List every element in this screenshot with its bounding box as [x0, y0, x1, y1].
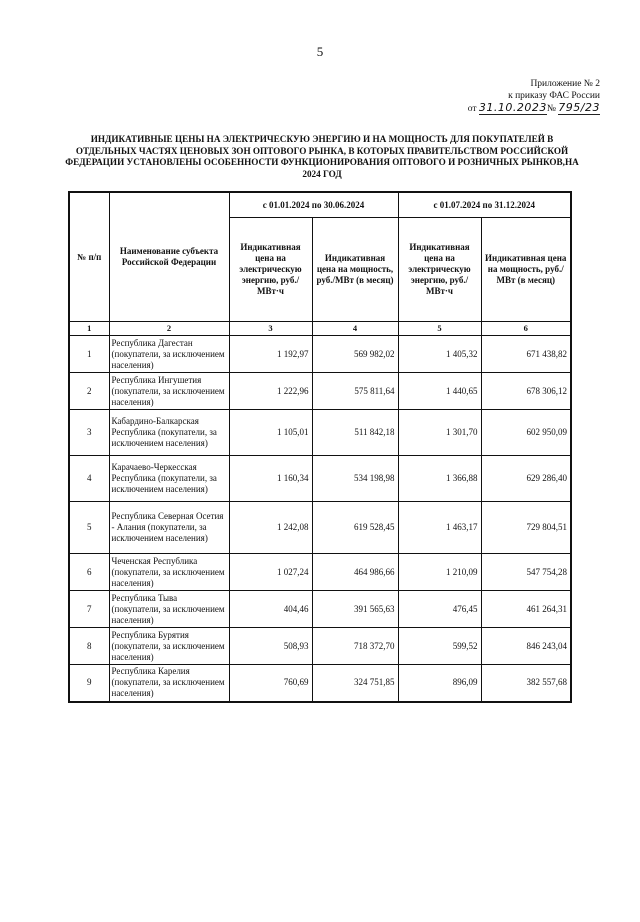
- energy-price-p2: 1 405,32: [398, 336, 481, 373]
- table-row: [69, 554, 571, 591]
- column-index: 6: [481, 322, 571, 336]
- region-name: Республика Карелия (покупатели, за исключением населения): [109, 665, 229, 702]
- power-price-p1: 464 986,66: [312, 554, 398, 591]
- power-price-p1: 575 811,64: [312, 373, 398, 410]
- region-name: Чеченская Республика (покупатели, за исключением населения): [109, 554, 229, 591]
- energy-price-p1: 1 160,34: [229, 456, 312, 502]
- energy-price-p1: 1 192,97: [229, 336, 312, 373]
- table-row: [69, 336, 571, 373]
- row-number: 9: [69, 665, 109, 702]
- row-number: 1: [69, 336, 109, 373]
- document-title: ИНДИКАТИВНЫЕ ЦЕНЫ НА ЭЛЕКТРИЧЕСКУЮ ЭНЕРГИЮ И НА МОЩНОСТЬ ДЛЯ ПОКУПАТЕЛЕЙ В ОТДЕЛЬНЫХ ЧАСТЯХ ЦЕНОВЫХ ЗОН ОПТОВОГО РЫНКА, В КОТОРЫХ ПРАВИТЕЛЬСТВОМ РОССИЙСКОЙ ФЕДЕРАЦИИ УСТАНОВЛЕНЫ ОСОБЕННОСТИ ФУНКЦИОНИРОВАНИЯ ОПТОВОГО И РОЗНИЧНЫХ РЫНКОВ,НА 2024 ГОД: [65, 134, 579, 179]
- power-price-p1: 511 842,18: [312, 410, 398, 456]
- row-number: 4: [69, 456, 109, 502]
- price-table: [68, 191, 572, 703]
- power-price-p2: 629 286,40: [481, 456, 571, 502]
- power-price-p1: 718 372,70: [312, 628, 398, 665]
- power-price-p2: 602 950,09: [481, 410, 571, 456]
- table-row: [69, 665, 571, 702]
- column-index: 3: [229, 322, 312, 336]
- header-number: № п/п: [69, 192, 109, 322]
- table-row: [69, 628, 571, 665]
- row-number: 8: [69, 628, 109, 665]
- number-prefix: №: [546, 104, 556, 114]
- power-price-p2: 729 804,51: [481, 502, 571, 554]
- table-row: [69, 502, 571, 554]
- header-period-2: с 01.07.2024 по 31.12.2024: [398, 192, 571, 218]
- column-index: 4: [312, 322, 398, 336]
- energy-price-p1: 1 222,96: [229, 373, 312, 410]
- power-price-p2: 671 438,82: [481, 336, 571, 373]
- row-number: 3: [69, 410, 109, 456]
- region-name: Республика Тыва (покупатели, за исключением населения): [109, 591, 229, 628]
- table-row: [69, 373, 571, 410]
- energy-price-p2: 1 301,70: [398, 410, 481, 456]
- column-index: 2: [109, 322, 229, 336]
- row-number: 6: [69, 554, 109, 591]
- column-index: 1: [69, 322, 109, 336]
- date-prefix: от: [467, 104, 477, 114]
- handwritten-number: 795/23: [558, 101, 600, 114]
- energy-price-p1: 1 027,24: [229, 554, 312, 591]
- header-energy-price-p1: Индикативная цена на электрическую энергию, руб./МВт·ч: [229, 218, 312, 322]
- header-power-price-p1: Индикативная цена на мощность, руб./МВт (в месяц): [312, 218, 398, 322]
- energy-price-p2: 476,45: [398, 591, 481, 628]
- energy-price-p1: 508,93: [229, 628, 312, 665]
- header-energy-price-p2: Индикативная цена на электрическую энергию, руб./МВт·ч: [398, 218, 481, 322]
- table-row: [69, 591, 571, 628]
- energy-price-p1: 1 105,01: [229, 410, 312, 456]
- table-row: [69, 410, 571, 456]
- power-price-p1: 391 565,63: [312, 591, 398, 628]
- power-price-p1: 324 751,85: [312, 665, 398, 702]
- energy-price-p1: 760,69: [229, 665, 312, 702]
- appendix-order-ref: к приказу ФАС России: [508, 91, 600, 101]
- region-name: Республика Дагестан (покупатели, за исключением населения): [109, 336, 229, 373]
- energy-price-p2: 896,09: [398, 665, 481, 702]
- column-index: 5: [398, 322, 481, 336]
- region-name: Республика Ингушетия (покупатели, за исключением населения): [109, 373, 229, 410]
- handwritten-date: 31.10.2023: [478, 101, 547, 114]
- power-price-p2: 547 754,28: [481, 554, 571, 591]
- appendix-title: Приложение № 2: [530, 79, 600, 89]
- power-price-p2: 678 306,12: [481, 373, 571, 410]
- row-number: 7: [69, 591, 109, 628]
- table-row: [69, 456, 571, 502]
- header-power-price-p2: Индикативная цена на мощность, руб./МВт (в месяц): [481, 218, 571, 322]
- header-period-1: с 01.01.2024 по 30.06.2024: [229, 192, 398, 218]
- energy-price-p2: 599,52: [398, 628, 481, 665]
- header-region-name: Наименование субъекта Российской Федерации: [109, 192, 229, 322]
- power-price-p1: 619 528,45: [312, 502, 398, 554]
- energy-price-p2: 1 366,88: [398, 456, 481, 502]
- energy-price-p1: 1 242,08: [229, 502, 312, 554]
- energy-price-p2: 1 463,17: [398, 502, 481, 554]
- region-name: Кабардино-Балкарская Республика (покупатели, за исключением населения): [109, 410, 229, 456]
- power-price-p2: 461 264,31: [481, 591, 571, 628]
- power-price-p1: 569 982,02: [312, 336, 398, 373]
- energy-price-p2: 1 440,65: [398, 373, 481, 410]
- region-name: Республика Бурятия (покупатели, за исключением населения): [109, 628, 229, 665]
- page-number: 5: [316, 44, 324, 59]
- row-number: 2: [69, 373, 109, 410]
- power-price-p2: 846 243,04: [481, 628, 571, 665]
- region-name: Республика Северная Осетия - Алания (покупатели, за исключением населения): [109, 502, 229, 554]
- region-name: Карачаево-Черкесская Республика (покупатели, за исключением населения): [109, 456, 229, 502]
- power-price-p2: 382 557,68: [481, 665, 571, 702]
- appendix-date-line: [420, 102, 600, 115]
- row-number: 5: [69, 502, 109, 554]
- energy-price-p1: 404,46: [229, 591, 312, 628]
- energy-price-p2: 1 210,09: [398, 554, 481, 591]
- power-price-p1: 534 198,98: [312, 456, 398, 502]
- appendix-block: [420, 78, 600, 115]
